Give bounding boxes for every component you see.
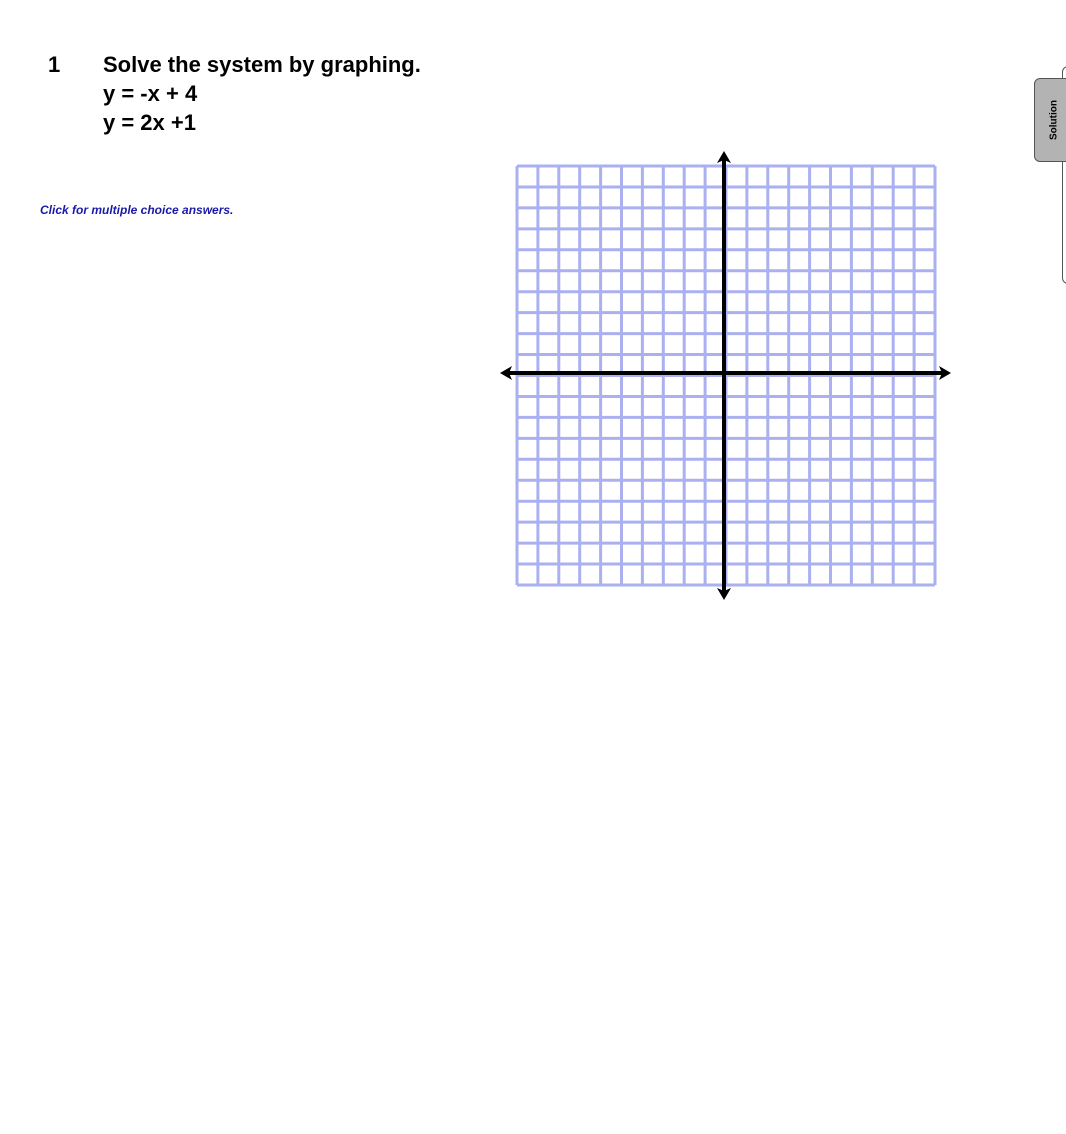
solution-tab[interactable] bbox=[1034, 78, 1066, 162]
equation-1: y = -x + 4 bbox=[103, 81, 198, 106]
solution-tab-label: Solution bbox=[1048, 100, 1060, 140]
problem-number: 1 bbox=[48, 52, 61, 77]
problem-instruction: Solve the system by graphing. bbox=[103, 52, 421, 77]
multiple-choice-link[interactable]: Click for multiple choice answers. bbox=[40, 203, 234, 217]
equation-2: y = 2x +1 bbox=[103, 110, 196, 135]
